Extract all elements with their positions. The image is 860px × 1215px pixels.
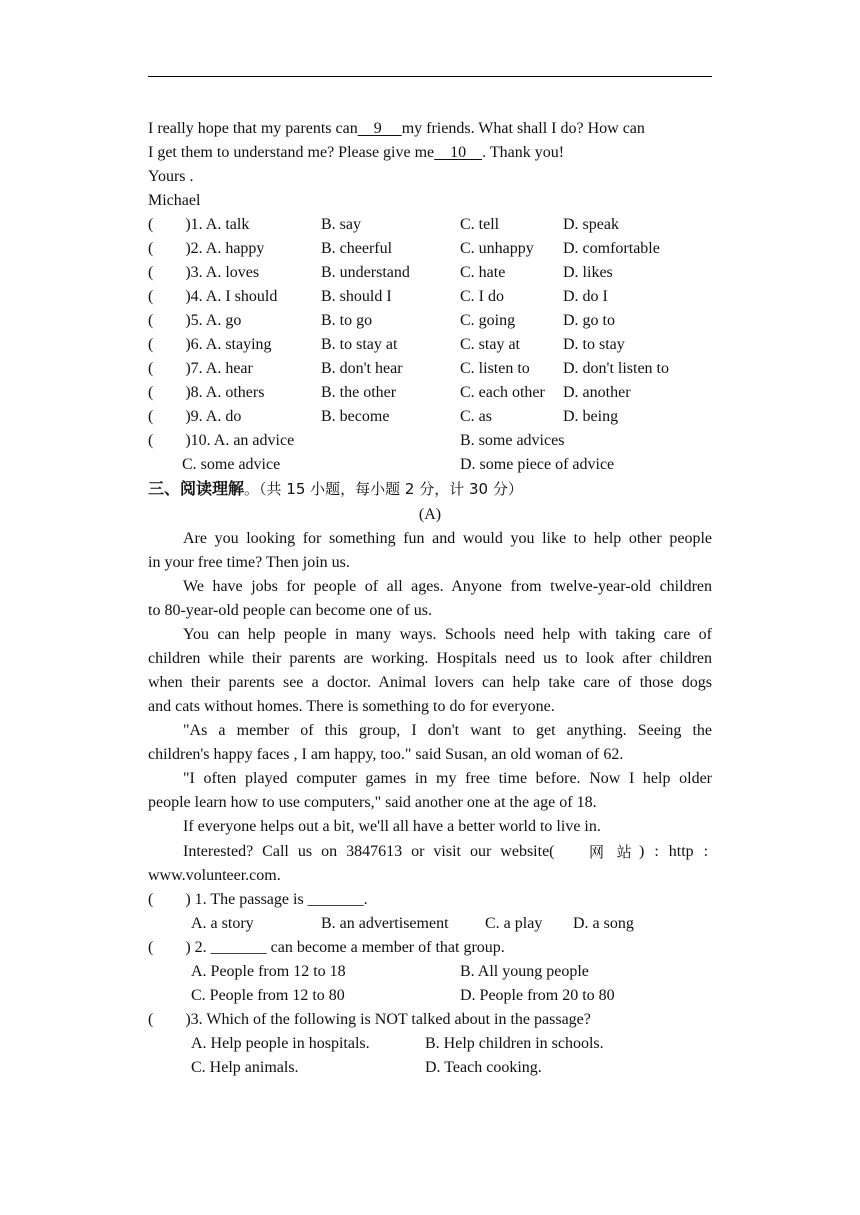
cloze-option-d: D. likes: [563, 264, 613, 281]
question-2-options: [148, 960, 712, 984]
cloze-option-b: B. to go: [321, 312, 373, 329]
cloze-option-b: B. should I: [321, 288, 392, 305]
blank-9: 9: [357, 120, 402, 137]
cloze-row: [148, 357, 712, 381]
cloze-option-c: C. tell: [460, 216, 500, 233]
option-d: D. a song: [573, 915, 634, 932]
cloze-option-c: C. stay at: [460, 336, 520, 353]
cloze-option-a: ( )9. A. do: [148, 408, 242, 425]
cloze-option-c: C. each other: [460, 384, 545, 401]
cloze-option-d: D. comfortable: [563, 240, 660, 257]
passage-line: If everyone helps out a bit, we'll all have a better world to live in.: [183, 818, 601, 835]
cloze-row: [148, 453, 712, 477]
cloze-option-d: D. go to: [563, 312, 615, 329]
cloze-option-c: C. I do: [460, 288, 504, 305]
website-text: Interested? Call us on 3847613 or visit our website(: [183, 843, 555, 860]
passage-line: in your free time? Then join us.: [148, 554, 350, 571]
cloze-option-d: D. speak: [563, 216, 619, 233]
option-b: B. All young people: [460, 963, 589, 980]
cloze-option-c: C. hate: [460, 264, 506, 281]
letter-line-1: [148, 117, 712, 141]
cloze-option-b: B. understand: [321, 264, 410, 281]
cloze-option-b: B. don't hear: [321, 360, 403, 377]
cloze-option-b: B. become: [321, 408, 390, 425]
passage-line: "As a member of this group, I don't want to get anything. Seeing the: [183, 722, 712, 739]
letter-text: I really hope that my parents can: [148, 120, 358, 137]
cloze-option-d: D. do I: [563, 288, 608, 305]
cloze-row: [148, 309, 712, 333]
passage-line: "I often played computer games in my free time before. Now I help older: [183, 770, 712, 787]
question-3: ( )3. Which of the following is NOT talked about in the passage?: [148, 1011, 591, 1028]
passage-line: people learn how to use computers," said another one at the age of 18.: [148, 794, 597, 811]
cloze-option-c: C. as: [460, 408, 492, 425]
option-c: C. a play: [485, 915, 543, 932]
letter-text: I get them to understand me? Please give me: [148, 144, 435, 161]
option-b: B. Help children in schools.: [425, 1035, 604, 1052]
cloze-option-b: B. cheerful: [321, 240, 393, 257]
passage-line: We have jobs for people of all ages. Anyone from twelve-year-old children: [183, 578, 712, 595]
question-2-options: [148, 984, 712, 1008]
option-b: B. an advertisement: [321, 915, 449, 932]
cloze-option-a: ( )3. A. loves: [148, 264, 260, 281]
cloze-row: [148, 261, 712, 285]
option-c: C. People from 12 to 80: [191, 987, 345, 1004]
website-cn: 网 站: [589, 843, 636, 861]
passage-line: to 80-year-old people can become one of us.: [148, 602, 433, 619]
cloze-option-d: D. being: [563, 408, 619, 425]
cloze-option-a: ( )1. A. talk: [148, 216, 250, 233]
cloze-option-a: ( )5. A. go: [148, 312, 242, 329]
cloze-option-a: ( )8. A. others: [148, 384, 265, 401]
cloze-option-c: C. unhappy: [460, 240, 534, 257]
option-a: A. Help people in hospitals.: [191, 1035, 370, 1052]
option-d: D. Teach cooking.: [425, 1059, 542, 1076]
question-3-options: [148, 1032, 712, 1056]
option-d: D. People from 20 to 80: [460, 987, 615, 1004]
cloze-row: [148, 237, 712, 261]
question-2: ( ) 2. _______ can become a member of that group.: [148, 939, 505, 956]
blank-10: 10: [434, 144, 483, 161]
section-note: 。（共 15 小题，每小题 2 分，计 30 分）: [244, 480, 523, 498]
option-c: C. Help animals.: [191, 1059, 299, 1076]
question-1: ( ) 1. The passage is _______.: [148, 891, 368, 908]
cloze-option-d: D. another: [563, 384, 631, 401]
cloze-option-b: B. some advices: [460, 432, 565, 449]
cloze-option-a: ( )10. A. an advice: [148, 432, 295, 449]
passage-line: children's happy faces , I am happy, too." said Susan, an old woman of 62.: [148, 746, 624, 763]
cloze-row: [148, 405, 712, 429]
cloze-option-b: B. to stay at: [321, 336, 398, 353]
passage-line: You can help people in many ways. Schools need help with taking care of: [183, 626, 712, 643]
passage-line: Are you looking for something fun and would you like to help other people: [183, 530, 712, 547]
letter-closing: Yours .: [148, 168, 194, 185]
cloze-option-b: B. the other: [321, 384, 397, 401]
cloze-option-a: ( )2. A. happy: [148, 240, 265, 257]
section-heading: [148, 477, 712, 501]
option-a: A. a story: [191, 915, 254, 932]
cloze-option-c: C. going: [460, 312, 516, 329]
cloze-row: [148, 381, 712, 405]
cloze-option-a: ( )6. A. staying: [148, 336, 272, 353]
header-rule: [148, 76, 712, 77]
letter-line-2: [148, 141, 712, 165]
passage-line: when their parents see a doctor. Animal lovers can help take care of those dogs: [148, 674, 712, 691]
passage-line: [183, 840, 712, 864]
cloze-row: [148, 285, 712, 309]
cloze-option-a: ( )7. A. hear: [148, 360, 253, 377]
cloze-option-a: ( )4. A. I should: [148, 288, 278, 305]
passage-line: children while their parents are working. Hospitals need us to look after children: [148, 650, 712, 667]
cloze-row: [148, 213, 712, 237]
passage-line: and cats without homes. There is something to do for everyone.: [148, 698, 555, 715]
cloze-option-c: C. listen to: [460, 360, 530, 377]
part-label: (A): [418, 506, 442, 523]
cloze-option-d: D. some piece of advice: [460, 456, 615, 473]
letter-text: my friends. What shall I do? How can: [401, 120, 645, 137]
passage-line: www.volunteer.com.: [148, 867, 281, 884]
section-title: 三、阅读理解: [148, 479, 245, 498]
cloze-option-b: B. say: [321, 216, 361, 233]
letter-text: . Thank you!: [482, 144, 565, 161]
cloze-option-d: D. to stay: [563, 336, 625, 353]
question-1-options: [148, 912, 712, 936]
cloze-row: [148, 429, 712, 453]
website-url-prefix: ) : http :: [639, 843, 709, 860]
question-3-options: [148, 1056, 712, 1080]
option-a: A. People from 12 to 18: [191, 963, 346, 980]
cloze-option-c: C. some advice: [182, 456, 281, 473]
letter-signature: Michael: [148, 192, 201, 209]
cloze-row: [148, 333, 712, 357]
cloze-option-d: D. don't listen to: [563, 360, 669, 377]
